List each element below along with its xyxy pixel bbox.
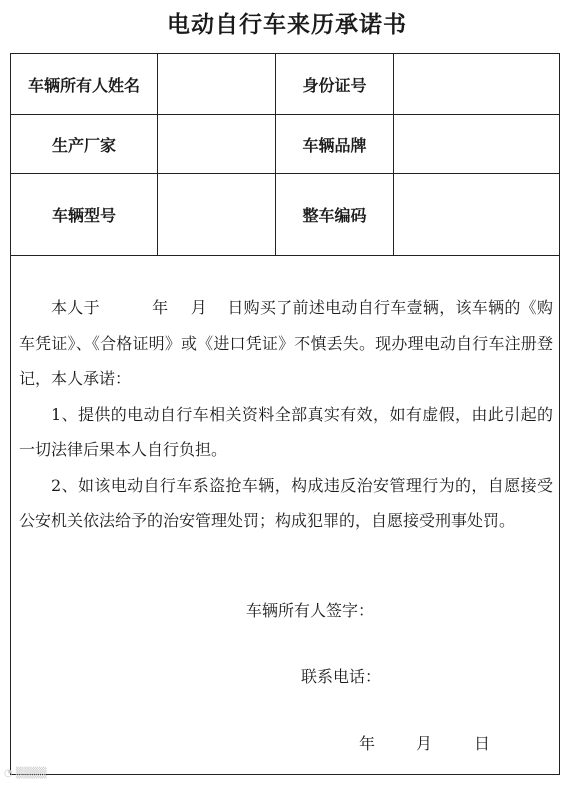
sign-date-day: 日 bbox=[474, 734, 491, 753]
vehicle-info-table bbox=[11, 54, 559, 256]
owner-name-label: 车辆所有人姓名 bbox=[11, 54, 158, 115]
statement-paragraph-2: 1、提供的电动自行车相关资料全部真实有效，如有虚假，由此引起的一切法律后果本人自行负担。 bbox=[19, 404, 553, 459]
sign-date-year: 年 bbox=[359, 734, 376, 753]
vin-label: 整车编码 bbox=[276, 174, 394, 256]
commitment-form bbox=[10, 53, 560, 775]
owner-name-field[interactable] bbox=[158, 54, 276, 115]
brand-label: 车辆品牌 bbox=[276, 115, 394, 174]
purchase-month-label: 月 bbox=[190, 298, 208, 317]
purchase-intro: 本人于 bbox=[51, 298, 100, 317]
purchase-statement: 日购买了前述电动自行车壹辆，该车辆的《购车凭证》、《合格证明》或《进口凭证》不慎丢失。现办理电动自行车注册登记，本人承诺： bbox=[19, 298, 553, 388]
model-label: 车辆型号 bbox=[11, 174, 158, 256]
statement-paragraph-1 bbox=[19, 290, 553, 397]
statement-text bbox=[19, 290, 553, 539]
model-field[interactable] bbox=[158, 174, 276, 256]
vin-field[interactable] bbox=[394, 174, 559, 256]
document-title: 电动自行车来历承诺书 bbox=[167, 12, 407, 38]
manufacturer-field[interactable] bbox=[158, 115, 276, 174]
manufacturer-label: 生产厂家 bbox=[11, 115, 158, 174]
id-number-label: 身份证号 bbox=[276, 54, 394, 115]
sign-date-month: 月 bbox=[416, 734, 433, 753]
owner-signature-label: 车辆所有人签字： bbox=[246, 601, 375, 620]
watermark-logo: ◔ ▒▒▒▒ bbox=[4, 768, 47, 779]
purchase-year-label: 年 bbox=[151, 298, 169, 317]
brand-field[interactable] bbox=[394, 115, 559, 174]
statement-paragraph-3: 2、如该电动自行车系盗抢车辆，构成违反治安管理行为的，自愿接受公安机关依法给予的治安管理处罚；构成犯罪的，自愿接受刑事处罚。 bbox=[19, 475, 553, 530]
phone-label: 联系电话： bbox=[301, 667, 382, 686]
id-number-field[interactable] bbox=[394, 54, 559, 115]
